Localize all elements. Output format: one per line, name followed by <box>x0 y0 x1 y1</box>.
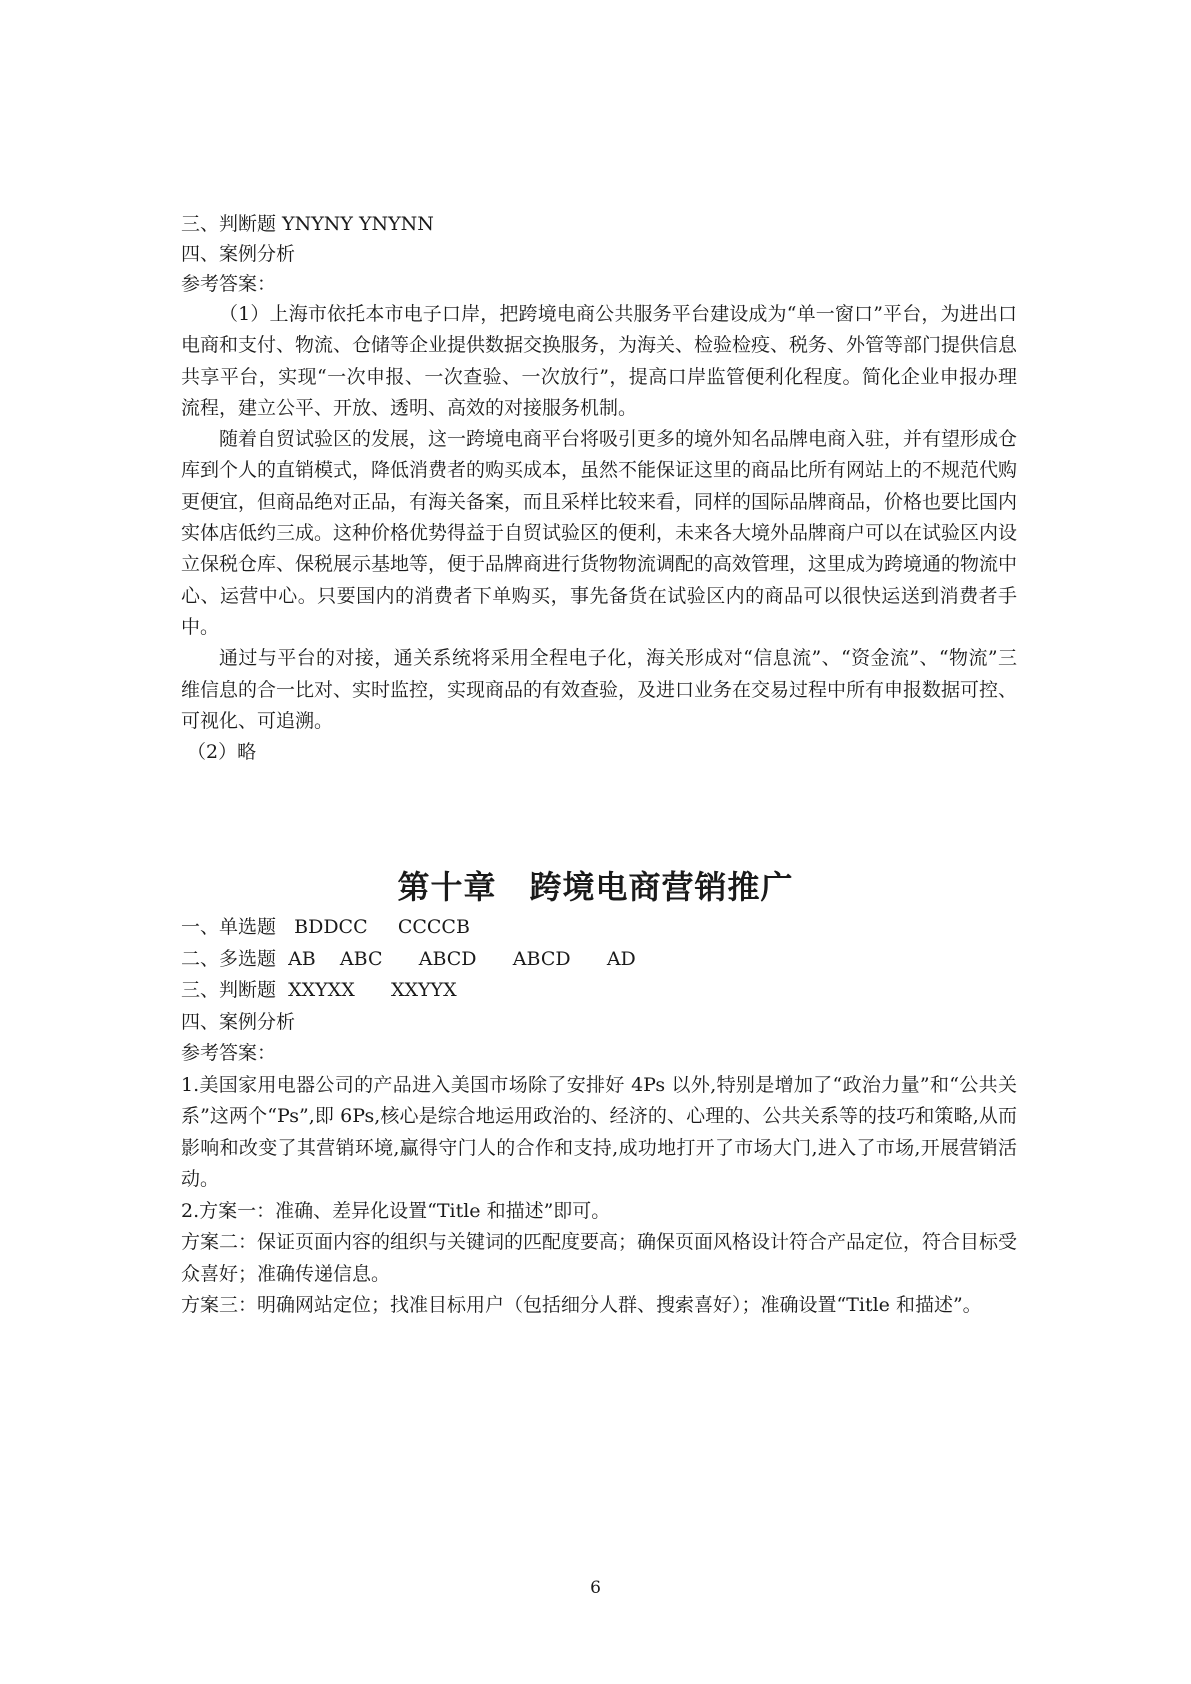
answer-item-3: 方案二：保证页面内容的组织与关键词的匹配度要高；确保页面风格设计符合产品定位，符合目标受众喜好；准确传递信息。 <box>181 1231 1018 1285</box>
reference-answer-heading-ch10: 参考答案： <box>181 1042 277 1064</box>
answer-item-2: 2.方案一：准确、差异化设置“Title 和描述”即可。 <box>181 1199 611 1222</box>
judgment-answers: 三、判断题 YNYNY YNYNN <box>181 213 434 235</box>
answer-paragraph-1: （1）上海市依托本市电子口岸，把跨境电商公共服务平台建设成为“单一窗口”平台，为进出口电商和支付、物流、仓储等企业提供数据交换服务，为海关、检验检疫、税务、外管等部门提供信息共享平台，实现“一次申报、一次查验、一次放行”，提高口岸监管便利化程度。简化企业申报办理流程，建立公平、开放、透明、高效的对接服务机制。 <box>181 303 1018 419</box>
judgment-answers-ch10: 三、判断题 XXYXX XXYYX <box>181 979 457 1001</box>
answer-paragraph-4: （2）略 <box>187 741 257 764</box>
answer-item-4: 方案三：明确网站定位；找准目标用户（包括细分人群、搜索喜好）；准确设置“Title 和描述”。 <box>181 1294 982 1316</box>
answer-item-1: 1.美国家用电器公司的产品进入美国市场除了安排好 4Ps 以外,特别是增加了“政治力量”和“公共关系”这两个“Ps”,即 6Ps,核心是综合地运用政治的、经济的、心理的、公共关系等的技巧和策略,从而影响和改变了其营销环境,赢得守门人的合作和支持,成功地打开了市场大门,进入了市场,开展营销活动。 <box>181 1073 1017 1190</box>
case-analysis-heading: 四、案例分析 <box>181 243 296 265</box>
section-answers-ch9 <box>181 209 1017 767</box>
section-answers-ch10 <box>181 912 1017 1322</box>
reference-answer-heading: 参考答案： <box>181 273 277 295</box>
case-analysis-heading-ch10: 四、案例分析 <box>181 1010 296 1033</box>
answer-paragraph-3: 通过与平台的对接，通关系统将采用全程电子化，海关形成对“信息流”、“资金流”、“物流”三维信息的合一比对、实时监控，实现商品的有效查验，及进口业务在交易过程中所有申报数据可控、可视化、可追溯。 <box>181 647 1018 732</box>
page-number: 6 <box>590 1578 601 1598</box>
single-choice-answers: 一、单选题 BDDCC CCCCB <box>181 916 470 938</box>
chapter-title: 第十章 跨境电商营销推广 <box>397 868 794 906</box>
multi-choice-answers: 二、多选题 AB ABC ABCD ABCD AD <box>181 947 636 970</box>
answer-paragraph-2: 随着自贸试验区的发展，这一跨境电商平台将吸引更多的境外知名品牌电商入驻，并有望形成仓库到个人的直销模式，降低消费者的购买成本，虽然不能保证这里的商品比所有网站上的不规范代购更便宜，但商品绝对正品，有海关备案，而且采样比较来看，同样的国际品牌商品，价格也要比国内实体店低约三成。这种价格优势得益于自贸试验区的便利，未来各大境外品牌商户可以在试验区内设立保税仓库、保税展示基地等，便于品牌商进行货物物流调配的高效管理，这里成为跨境通的物流中心、运营中心。只要国内的消费者下单购买，事先备货在试验区内的商品可以很快运送到消费者手中。 <box>181 428 1018 638</box>
